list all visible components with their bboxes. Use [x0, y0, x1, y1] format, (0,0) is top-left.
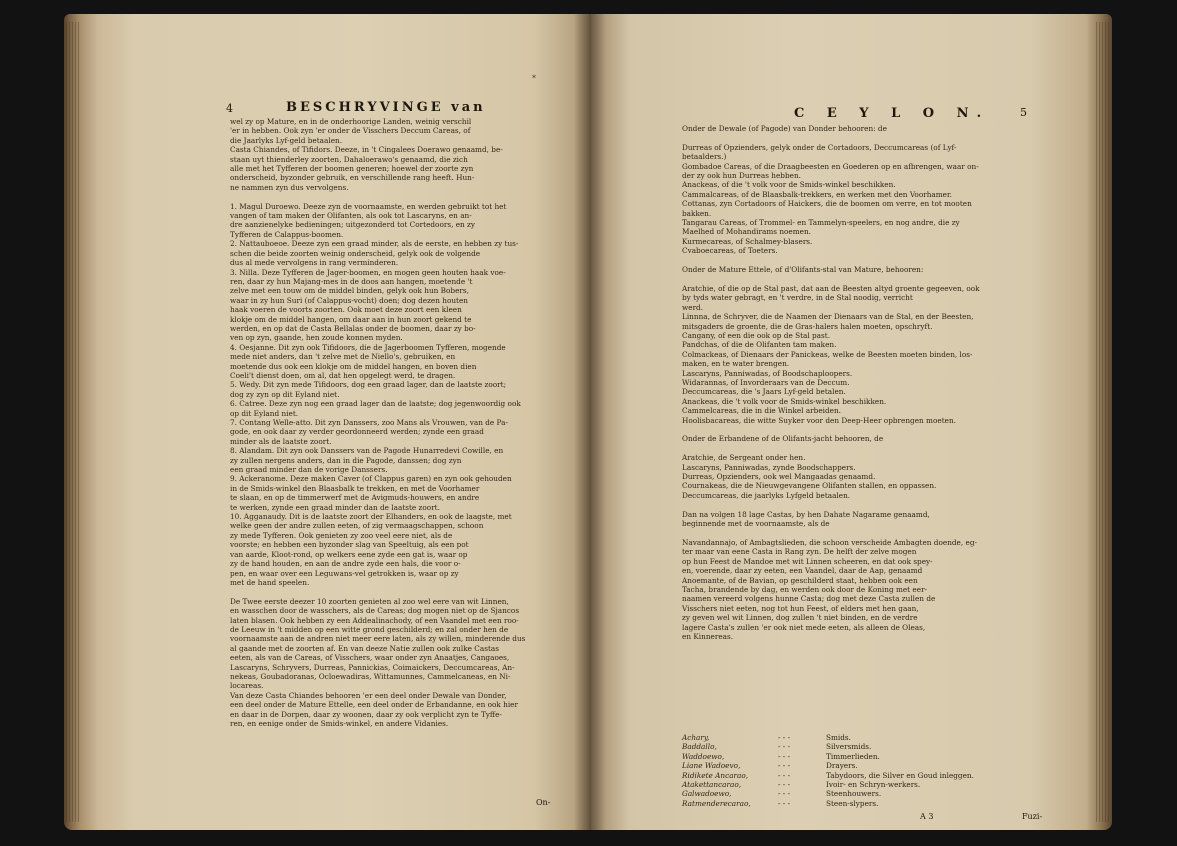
text-line [682, 528, 1042, 537]
text-line: Onder de Mature Ettele, of d'Olifants-stal van Mature, behooren: [682, 265, 924, 275]
running-head: C E Y L O N. [794, 106, 991, 121]
text-line: te werken, zynde een graad minder dan de laatste zoort. [230, 502, 440, 512]
text-line: Deccumcareas, die jaarlyks Lyfgeld betaalen. [682, 490, 851, 500]
text-line: der zy ook hun Durreas hebben. [682, 171, 801, 181]
text-line: al gaande met de zoorten af. En van deeze Natie zullen ook zulke Castas [230, 643, 499, 653]
text-line: Dan na volgen 18 lage Castas, by hen Dahate Nagarame genaamd, [682, 509, 930, 519]
text-line: pen, en waar over een Leguwans-vel getrokken is, waar op zy [230, 568, 459, 578]
text-line: lagere Casta's zullen 'er ook niet mede eeten, als alleen de Oleas, [682, 622, 926, 632]
text-line: Cammelcareas, die in die Winkel arbeiden. [682, 406, 842, 416]
text-line: Casta Chiandes, of Tifidors. Deeze, in 't Cingalees Doerawo genaamd, be- [230, 145, 503, 155]
text-line: ren, en eenige onder de Smids-winkel, en andere Vidanies. [230, 719, 449, 728]
text-line: zelve met een touw om de middel binden, gelyk ook hun Bobers, [230, 286, 469, 296]
catchword: On- [536, 798, 551, 807]
text-line: ren, daar zy hun Majang-mes in de doos aan hangen, moetende 't [230, 276, 473, 286]
text-line: Durreas of Opzienders, gelyk onder de Cortadoors, Deccumcareas (of Lyf- [682, 142, 957, 152]
text-line: mede niet anders, dan 't zelve met de Niello's, gebruiken, en [230, 352, 456, 362]
text-line: waar in zy hun Suri (of Calappus-vocht) doen; dog dezen houten [230, 295, 469, 305]
text-line: de Leeuw in 't midden op een witte grond geschilderd; en zal onder hen de [230, 624, 509, 634]
text-line: Durreas, Opzienders, ook wel Mangaadas genaamd. [682, 472, 876, 482]
text-line: 5. Wedy. Dit zyn mede Tifidoors, dog een graad lager, dan de laatste zoort; [230, 380, 507, 390]
trade-row [682, 761, 1042, 770]
trade-name: Achary, [682, 733, 710, 742]
text-line: die Jaarlyks Lyf-geld betaalen. [230, 135, 343, 145]
text-line: wel zy op Mature, en in de onderhoorige Landen, weinig verschil [230, 117, 472, 126]
text-line: en, voerende, daar zy eeten, een Vaandel, daar de Aap, genaamd [682, 566, 923, 576]
text-line: laten blasen. Ook hebben zy een Addealinachody, of een Vaandel met een roo- [230, 615, 519, 625]
text-line: en daar in de Dorpen, daar zy woonen, daar zy ook verplicht zyn te Tyffe- [230, 709, 502, 719]
trade-name: Liane Wadoevo, [682, 761, 741, 771]
text-line: 9. Ackeranome. Deze maken Caver (of Clappus garen) en zyn ook gehouden [230, 474, 512, 484]
text-line: schen die beide zoorten weinig onderscheid, gelyk ook de volgende [230, 248, 481, 258]
text-line: Anoemante, of de Bavian, op geschilderd staat, hebben ook een [682, 575, 918, 585]
text-line: een deel onder de Mature Ettelle, een deel onder de Erbandanne, en ook hier [230, 700, 518, 710]
text-line: klokje om de middel hangen, om daar aan in hun zoort gekend te [230, 314, 472, 324]
text-line: naamen vereerd volgens hunne Casta; dog met deze Casta zullen de [682, 594, 936, 604]
trade-meaning: Steen-slypers. [826, 798, 879, 808]
text-line: 8. Alandam. Dit zyn ook Danssers van de Pagode Hunarredevi Cowille, en [230, 446, 504, 456]
trade-name: Ratmenderecarao, [682, 798, 751, 808]
text-line: Colmackeas, of Dienaars der Panickeas, welke de Beesten moeten binden, los- [682, 349, 973, 359]
text-line [682, 444, 1042, 453]
text-line: 4. Oesjanne. Dit zyn ook Tifidoors, die de Jagerboomen Tyfferen, mogende [230, 342, 506, 352]
text-line: mitsgaders de groente, die de Gras-halers halen moeten, opschryft. [682, 321, 933, 331]
catchword: Fuzi- [1022, 812, 1043, 821]
trade-name: Galwadoewo, [682, 789, 732, 799]
text-line: dog zy zyn op dit Eyland niet. [230, 389, 340, 399]
trade-row [682, 780, 1042, 789]
text-line [682, 275, 1042, 284]
text-line: en wasschen door de wasschers, als de Careas; dog mogen niet op de Sjancos [230, 606, 520, 616]
text-line: Lascaryns, Panniwadas, of Boodschaploopers. [682, 368, 853, 378]
text-line: 2. Nattauboeoe. Deeze zyn een graad minder, als de eerste, en hebben zy tus- [230, 239, 519, 249]
trade-name: Baddallo, [682, 742, 717, 752]
text-line: vangen of tam maken der Olifanten, als ook tot Lascaryns, en an- [230, 211, 472, 221]
text-line: Van deze Casta Chiandes behooren 'er een deel onder Dewale van Donder, [230, 690, 507, 700]
text-line: dre aanzienelyke bedieningen; uitgezonderd tot Cortedoors, en zy [230, 220, 476, 230]
text-line [230, 587, 568, 596]
text-line: Anackeas, die 't volk voor de Smids-winkel beschikken. [682, 396, 887, 406]
text-line: met de hand speelen. [230, 577, 310, 587]
text-line: Aratchie, of die op de Stal past, dat aan de Beesten altyd groente gegeeven, ook [682, 283, 980, 293]
text-line: Deccumcareas, die 's Jaars Lyf-geld betalen. [682, 387, 846, 397]
text-line: minder als de laatste zoort. [230, 436, 332, 446]
signature-mark: A 3 [920, 812, 934, 821]
text-line: voorste; en hebben een byzonder slag van Speeltuig, als een pot [230, 540, 469, 550]
trade-name: Atakettancarao, [682, 779, 742, 789]
text-line: Navandannajo, of Ambagtslieden, die schoon verscheide Ambagten doende, eg- [682, 537, 977, 547]
text-line: zy mede Tyfferen. Ook genieten zy zoo veel eere niet, als de [230, 530, 453, 540]
text-line: Cournakeas, die de Nieuwgevangene Olifanten stallen, en oppassen. [682, 481, 937, 491]
running-head: BESCHRYVINGE van [286, 100, 486, 115]
text-line: zy geven wel wit Linnen, dog zullen 't niet binden, en de verdre [682, 613, 918, 623]
leader-dashes: - - - [778, 751, 791, 761]
text-line: van aarde, Kloot-rond, op welkers eene zyde een gat is, waar op [230, 549, 468, 559]
trade-name: Waddoewo, [682, 751, 725, 761]
page-number: 5 [1020, 106, 1027, 119]
book-gutter [574, 14, 606, 830]
leader-dashes: - - - [778, 789, 791, 799]
text-line: ne nammen zyn dus vervolgens. [230, 182, 349, 192]
text-line: op dit Eyland niet. [230, 408, 299, 418]
text-line: nekeas, Goubadoranas, Ocloewadiras, Wittamunnes, Cammelcaneas, en Ni- [230, 671, 511, 681]
trade-meaning: Smids. [826, 733, 851, 742]
trade-meaning: Timmerlieden. [826, 751, 880, 761]
trade-meaning: Steenhouwers. [826, 789, 882, 799]
leader-dashes: - - - [778, 798, 791, 808]
text-line: Widarannas, of Invorderaars van de Deccum. [682, 377, 850, 387]
leader-dashes: - - - [778, 779, 791, 789]
text-line: dus al mede vervolgens in rang verminderen. [230, 258, 399, 268]
text-line: 1. Magul Duroewo. Deeze zyn de voornaamste, en werden gebruikt tot het [230, 201, 507, 211]
text-line: gode, en ook daar zy verder geordonneerd werden; zynde een graad [230, 427, 484, 437]
trade-name: Ridikete Ancarao, [682, 770, 749, 780]
text-line: Onder de Dewale (of Pagode) van Donder behooren: de [682, 124, 887, 133]
trade-row [682, 771, 1042, 780]
text-line: Tangarau Careas, of Trommel- en Tammelyn-speelers, en nog andre, die zy [682, 218, 960, 228]
text-line: ter maar van eene Casta in Rang zyn. De helft der zelve mogen [682, 547, 917, 557]
open-book [64, 14, 1112, 830]
text-line: beginnende met de voornaamste, als de [682, 519, 830, 529]
text-line: Linnna, de Schryver, die de Naamen der Dienaars van de Stal, en der Beesten, [682, 312, 974, 322]
text-line: Cammalcareas, of de Blaasbalk-trekkers, en werken met den Voorhamer. [682, 189, 952, 199]
leader-dashes: - - - [778, 742, 791, 752]
text-line [682, 256, 1042, 265]
text-line: Cvaboecareas, of Toeters. [682, 246, 778, 256]
text-line: te slaan, en op de timmerwerf met de Avigmuds-houwers, en andre [230, 493, 480, 503]
text-line: zy zullen nergens anders, dan in die Pagode, danssen; dog zyn [230, 455, 462, 465]
text-line: by tyds water gebragt, en 't verdre, in de Stal noodig, verricht [682, 293, 913, 303]
text-line: Tacha, brandende by dag, en werden ook door de Koning met eer- [682, 584, 928, 594]
text-line: 7. Contang Welle-atto. Dit zyn Danssers, zoo Mans als Vrouwen, van de Pa- [230, 418, 508, 427]
text-line: 'er in hebben. Ook zyn 'er onder de Visschers Deccum Careas, of [230, 126, 471, 136]
text-line [682, 500, 1042, 509]
text-line: Coeli't dienst doen, om al, dat hen opgelegt werd, te dragen. [230, 370, 456, 380]
text-line: maken, en te water brengen. [682, 359, 790, 369]
text-line: Lascaryns, Schryvers, Durreas, Pannickias, Coimaickers, Deccumcareas, An- [230, 662, 515, 672]
trade-meaning: Tabydoors, die Silver en Goud inleggen. [826, 770, 974, 780]
text-line: Gombadoe Careas, of die Draagbeesten en Goederen op en afbrengen, waar on- [682, 161, 979, 171]
text-line: Tyfferen de Calappus-boomen. [230, 229, 344, 239]
top-mark: * [532, 74, 536, 83]
text-line: Aratchie, de Sergeant onder hen. [682, 453, 806, 463]
text-line: De Twee eerste deezer 10 zoorten genieten al zoo wel eere van wit Linnen, [230, 596, 509, 606]
text-line: in de Smids-winkel den Blaasbalk te trekken, en met de Voorhamer [230, 483, 480, 493]
text-line: moetende dus ook een klokje om de middel hangen, en boven dien [230, 361, 477, 371]
text-line: bakken. [682, 208, 712, 218]
text-line: Cangany, of een die ook op de Stal past. [682, 330, 831, 340]
trade-row [682, 752, 1042, 761]
text-line: Kurmecareas, of Schalmey-blasers. [682, 236, 813, 246]
trade-row [682, 733, 1042, 742]
text-line: en Kinnereas. [682, 631, 734, 641]
text-line: Cottanas, zyn Cortadoors of Haickers, die de boomen om verre, en tot mooten [682, 199, 972, 209]
text-line: een graad minder dan de vorige Danssers. [230, 465, 388, 475]
text-line: Pandchas, of die de Olifanten tam maken. [682, 340, 837, 350]
text-line: staan uyt thienderley zoorten, Dahaloerawo's genaamd, die zich [230, 154, 468, 164]
text-line [682, 133, 1042, 142]
text-line: onderscheid, byzonder gebruik, en verschillende rang heeft. Hun- [230, 173, 475, 183]
text-line: Maelhed of Mohandirams noemen. [682, 227, 812, 237]
left-body-text [230, 117, 568, 728]
trade-row [682, 799, 1042, 808]
text-line: voornaamste aan de andren niet meer eere laten, als zy willen, minderende dus [230, 634, 526, 644]
text-line: betaalders.) [682, 152, 727, 162]
text-line: op hun Feest de Mandoe met wit Linnen scheeren, en dat ook spey- [682, 556, 933, 566]
text-line: werden, en op dat de Casta Bellalas onder de boomen, daar zy bo- [230, 323, 476, 333]
right-body-text [682, 124, 1042, 641]
text-line: Lascaryns, Panniwadas, zynde Boodschappers. [682, 462, 856, 472]
text-line: Anackeas, of die 't volk voor de Smids-winkel beschikken. [682, 180, 896, 190]
leader-dashes: - - - [778, 733, 791, 742]
page-number: 4 [226, 102, 233, 115]
text-line: 3. Nilla. Deze Tyfferen de Jager-boomen, en mogen geen houten haak voe- [230, 267, 506, 277]
text-line: 10. Agganaudy. Dit is de laatste zoort der Elhanders, en ook de laagste, met [230, 512, 512, 522]
text-line: welke geen der andre zullen eeten, of zig vermaagschappen, schoon [230, 521, 484, 531]
text-line: werd. [682, 302, 704, 312]
page-edge [1096, 22, 1110, 822]
text-line: haak voeren de voorts zoorten. Ook moet deze zoort een kleen [230, 305, 462, 315]
text-line: Visschers niet eeten, nog tot hun Feest, of elders met hen gaan, [682, 603, 919, 613]
text-line: alle met het Tyfferen der boomen generen; hoewel der zoorte zyn [230, 164, 474, 174]
leader-dashes: - - - [778, 770, 791, 780]
trade-list [682, 733, 1042, 808]
text-line [682, 425, 1042, 434]
text-line: locareas. [230, 681, 264, 691]
text-line: 6. Catree. Deze zyn nog een graad lager dan de laatste; dog jegenwoordig ook [230, 399, 521, 409]
trade-meaning: Drayers. [826, 761, 858, 771]
trade-meaning: Ivoir- en Schryn-werkers. [826, 779, 921, 789]
trade-row [682, 742, 1042, 751]
leader-dashes: - - - [778, 761, 791, 771]
text-line: eeten, als van de Careas, of Visschers, waar onder zyn Anaatjes, Cangaoes, [230, 653, 510, 663]
text-line: ven op zyn, gaande, hen zoude konnen myden. [230, 333, 403, 343]
page-edge [66, 22, 80, 822]
right-page [590, 14, 1112, 830]
left-page [64, 14, 590, 830]
text-line: Hoolisbacareas, die witte Suyker voor den Deep-Heer opbrengen moeten. [682, 415, 956, 425]
text-line: zy de hand houden, en aan de andre zyde een hals, die voor o- [230, 559, 461, 569]
text-line: Onder de Erbandene of de Olifants-jacht behooren, de [682, 434, 884, 444]
trade-row [682, 789, 1042, 798]
text-line [230, 192, 568, 201]
trade-meaning: Silversmids. [826, 742, 872, 752]
